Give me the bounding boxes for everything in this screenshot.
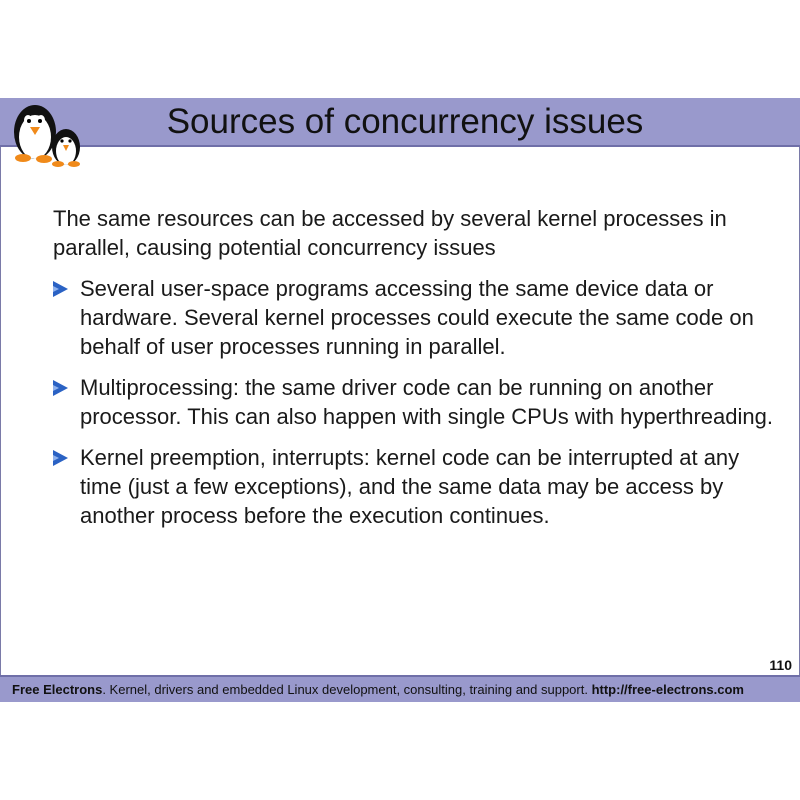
slide-title: Sources of concurrency issues xyxy=(166,102,644,141)
footer-text xyxy=(12,682,744,697)
bullet-arrow-icon xyxy=(53,380,68,396)
intro-text: The same resources can be accessed by several kernel processes in parallel, causing potential concurrency issues xyxy=(53,206,727,260)
title-bar xyxy=(0,98,800,147)
list-item xyxy=(53,443,773,530)
bullet-arrow-icon xyxy=(53,450,68,466)
bullet-list xyxy=(53,274,773,530)
footer-bar xyxy=(0,675,800,702)
bullet-text: Multiprocessing: the same driver code can be running on another processor. This can also happen with single CPUs with hyperthreading. xyxy=(80,375,773,429)
bullet-text: Kernel preemption, interrupts: kernel code can be interrupted at any time (just a few exceptions), and the same data may be access by another process before the execution continues. xyxy=(80,445,740,528)
footer-link[interactable]: http://free-electrons.com xyxy=(591,682,744,697)
list-item xyxy=(53,373,773,431)
list-item xyxy=(53,274,773,361)
slide xyxy=(0,98,800,702)
bullet-arrow-icon xyxy=(53,281,68,297)
slide-content xyxy=(53,204,773,542)
footer-company: Free Electrons xyxy=(12,682,103,697)
footer-tagline: . Kernel, drivers and embedded Linux development, consulting, training and support. xyxy=(102,682,592,697)
page-number: 110 xyxy=(769,657,792,673)
bullet-text: Several user-space programs accessing the same device data or hardware. Several kernel processes could execute the same code on behalf of user processes running in parallel. xyxy=(80,276,754,359)
